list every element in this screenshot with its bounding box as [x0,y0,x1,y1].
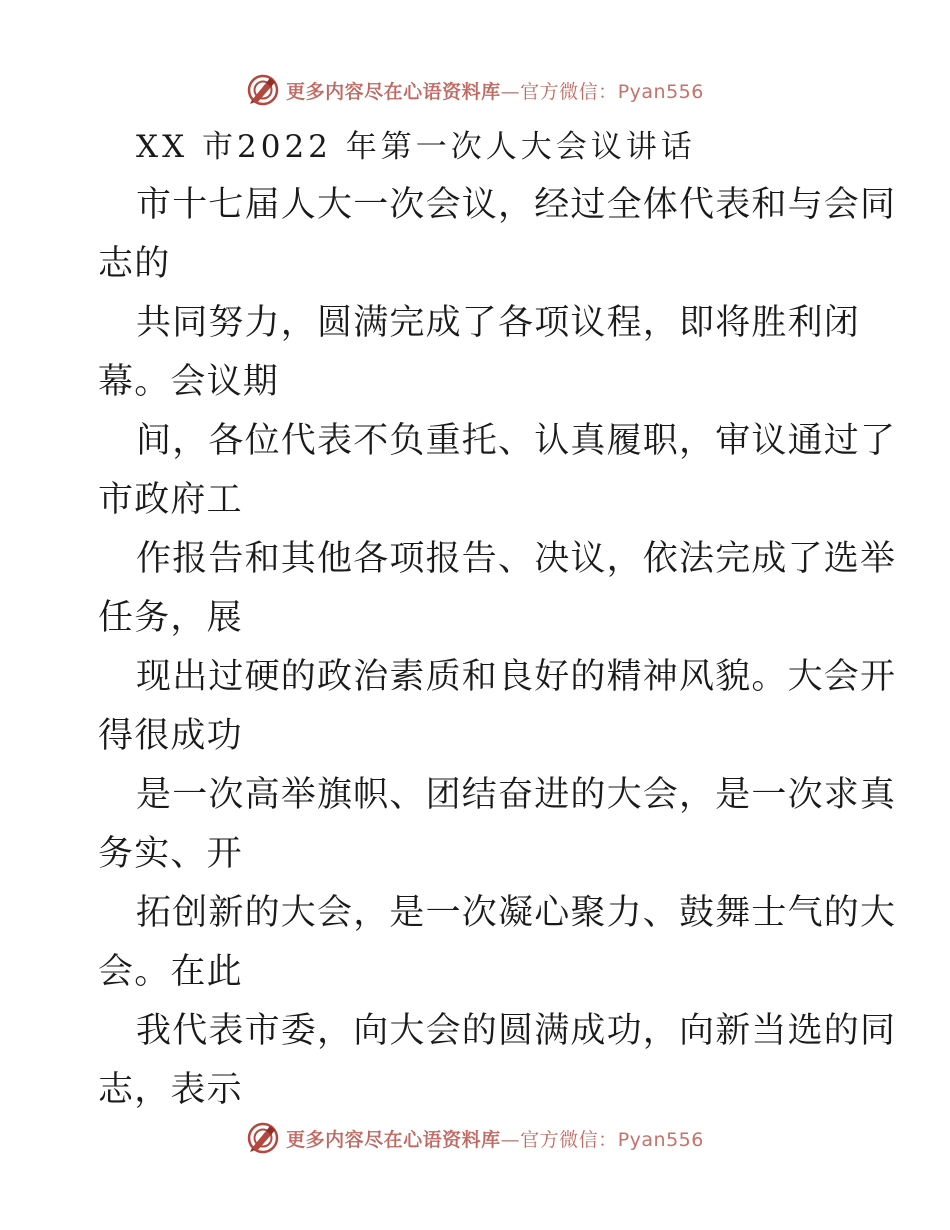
paragraph-line [98,294,861,412]
watermark-main-text: 更多内容尽在心语资料库 [286,80,501,103]
paragraph-line-second: 得很成功 [98,716,243,756]
paragraph-line-first: 间，各位代表不负重托、认真履职，审议通过了 [136,421,897,461]
watermark-main-text: 更多内容尽在心语资料库 [286,1128,501,1151]
paragraph-line-second: 会。在此 [98,952,243,992]
watermark-label: 官方微信： [520,1128,618,1151]
watermark-text [286,77,704,104]
watermark-banner-top [0,70,950,110]
watermark-separator: — [500,1128,521,1151]
paragraph-line [98,530,897,648]
watermark-separator: — [500,80,521,103]
watermark-banner-bottom [0,1118,950,1158]
paragraph-line [98,648,897,766]
paragraph-line-first: 拓创新的大会，是一次凝心聚力、鼓舞士气的大 [136,893,897,933]
pen-logo-icon [246,1121,280,1155]
watermark-wechat-id: Pyan556 [617,1128,704,1151]
paragraph-line-second: 务实、开 [98,834,243,874]
paragraph-line-second: 任务，展 [98,598,243,638]
paragraph-line-second: 幕。会议期 [98,362,280,402]
watermark-text [286,1125,704,1152]
paragraph-line-first: 共同努力，圆满完成了各项议程，即将胜利闭 [136,303,861,343]
paragraph-line-second: 志，表示 [98,1070,243,1110]
watermark-content [246,1121,704,1155]
paragraph-line [98,176,897,294]
watermark-label: 官方微信： [520,80,618,103]
watermark-wechat-id: Pyan556 [617,80,704,103]
paragraph-line [98,412,897,530]
paragraph-line [98,884,897,1002]
watermark-content [246,73,704,107]
paragraph-line-first: 我代表市委，向大会的圆满成功，向新当选的同 [136,1011,897,1051]
paragraph-line [98,766,897,884]
paragraph-line-first: 作报告和其他各项报告、决议，依法完成了选举 [136,539,897,579]
paragraph-line-second: 市政府工 [98,480,243,520]
paragraph-line-first: 现出过硬的政治素质和良好的精神风貌。大会开 [136,657,897,697]
paragraph-line [98,1002,897,1120]
paragraph-line-first: 市十七届人大一次会议，经过全体代表和与会同 [136,185,897,225]
document-page [98,118,897,1120]
pen-logo-icon [246,73,280,107]
paragraph-line-second: 志的 [98,244,171,284]
document-title: XX 市2022 年第一次人大会议讲话 [136,129,696,165]
paragraph-line-first: 是一次高举旗帜、团结奋进的大会，是一次求真 [136,775,897,815]
